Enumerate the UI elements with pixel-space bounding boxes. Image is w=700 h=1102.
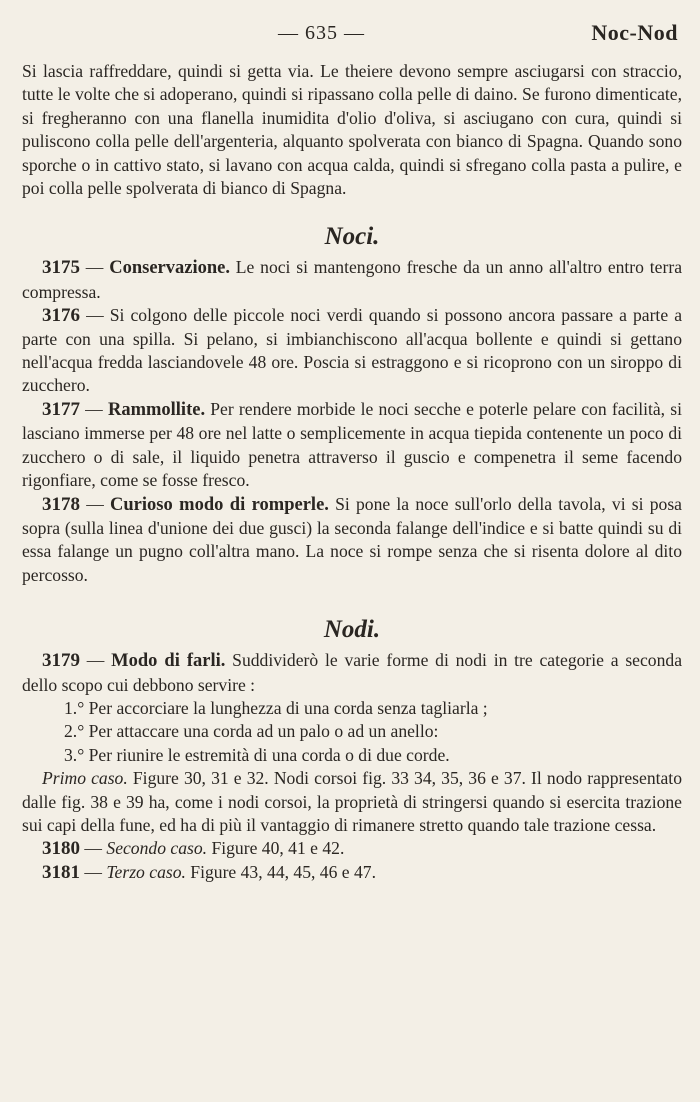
entry-text: Figure 40, 41 e 42. — [207, 838, 345, 859]
entry-3179 — [22, 649, 682, 697]
primo-caso-paragraph — [22, 767, 682, 837]
entry-text: Figure 43, 44, 45, 46 e 47. — [185, 861, 377, 882]
page-header — [22, 0, 682, 60]
entry-3176 — [22, 304, 682, 398]
intro-paragraph: Si lascia raffreddare, quindi si getta via. Le theiere devono sempre asciugarsi con straccio, tutte le volte che si adoperano, quindi si ripassano colla pelle di daino. Se furono dimenticate, si fregheranno con una flanella inumidita d'olio d'oliva, si asciugano con cura, quindi si puliscono colla pelle dell'argenteria, alquanto spolverata con bianco di Spagna. Quando sono sporche o in cattivo stato, si lavano con acqua calda, quindi si sfregano colla pasta a pulire, e poi colla pelle spolverata di bianco di Spagna. — [22, 61, 682, 199]
entry-text: Suddividerò le varie forme di nodi in tre categorie a seconda dello scopo cui debbono servire : — [22, 650, 682, 695]
entry-text: Le noci si mantengono fresche da un anno all'altro entro terra compressa. — [22, 257, 682, 302]
list-item: 3.° Per riunire le estremità di una corda o di due corde. — [64, 744, 450, 765]
entry-3181 — [22, 861, 682, 884]
entry-number: 3176 — [42, 305, 80, 327]
entry-number: 3178 — [42, 493, 80, 515]
entry-text: Si colgono delle piccole noci verdi quando si possono ancora passare a parte a parte con una spilla. Si pelano, si imbianchiscono all'acqua bollente e quindi si gettano nell'acqua fredda lasciandovele 48 ore. Poscia si estraggono e si ricoprono con un siroppo di zucchero. — [22, 305, 683, 396]
entry-heading: Rammollite. — [107, 399, 206, 420]
entry-number: 3179 — [42, 650, 80, 672]
entry-number: 3177 — [42, 398, 80, 420]
entry-dash: — — [80, 861, 107, 882]
list-item: 2.° Per attaccare una corda ad un palo o ad un anello: — [64, 721, 439, 742]
entry-number: 3175 — [42, 257, 80, 279]
list-item: 1.° Per accorciare la lunghezza di una corda senza tagliarla ; — [64, 697, 488, 718]
running-head: Noc-Nod — [591, 20, 678, 45]
entry-dash: — — [80, 650, 112, 671]
entry-text: Si pone la noce sull'orlo della tavola, vi si posa sopra (sulla linea d'unione dei due gusci) la seconda falange dell'indice e si batte quindi su di essa falange un pugno coll'altra mano. La noce si rompe senza che si risenta dolore al dito percosso. — [22, 493, 682, 585]
case-label: Terzo caso. — [106, 861, 186, 882]
entry-3175 — [22, 256, 682, 304]
entry-heading: Modo di farli. — [111, 651, 226, 672]
page-number: — 635 — — [278, 22, 365, 44]
entry-heading: Curioso modo di romperle. — [110, 494, 329, 515]
entry-dash: — — [80, 305, 110, 326]
entry-3177 — [22, 398, 682, 493]
case-text: Figure 30, 31 e 32. Nodi corsoi fig. 33 34, 35, 36 e 37. Il nodo rappresentato dalle fig. 38 e 39 ha, come i nodi corsoi, la proprietà di stringersi quando si esercita trazione sui capi della fune, ed ha di più il vantaggio di rimanere stretto quando tale trazione cessa. — [22, 768, 682, 835]
entry-3180 — [22, 837, 682, 860]
case-label: Secondo caso. — [106, 838, 208, 859]
page-body — [22, 60, 682, 884]
entry-dash: — — [80, 257, 110, 278]
entry-number: 3181 — [42, 861, 80, 883]
entry-heading: Conservazione. — [109, 258, 230, 279]
section-title-noci: Noci. — [324, 223, 380, 251]
entry-number: 3180 — [42, 838, 80, 860]
entry-dash: — — [80, 493, 111, 514]
case-label: Primo caso. — [42, 768, 128, 789]
entry-text: Per rendere morbide le noci secche e poterle pelare con facilità, si lasciano immerse per 48 ore nel latte o semplicemente in acqua tiepida contenente un poco di zucchero o di sale, il liquido penetra attraverso il guscio e compenetra il seme facendo rigonfiare, come se fosse fresco. — [22, 398, 682, 491]
entry-3178 — [22, 493, 682, 588]
entry-dash: — — [80, 398, 108, 419]
entry-dash: — — [80, 838, 107, 859]
section-title-nodi: Nodi. — [323, 616, 381, 644]
